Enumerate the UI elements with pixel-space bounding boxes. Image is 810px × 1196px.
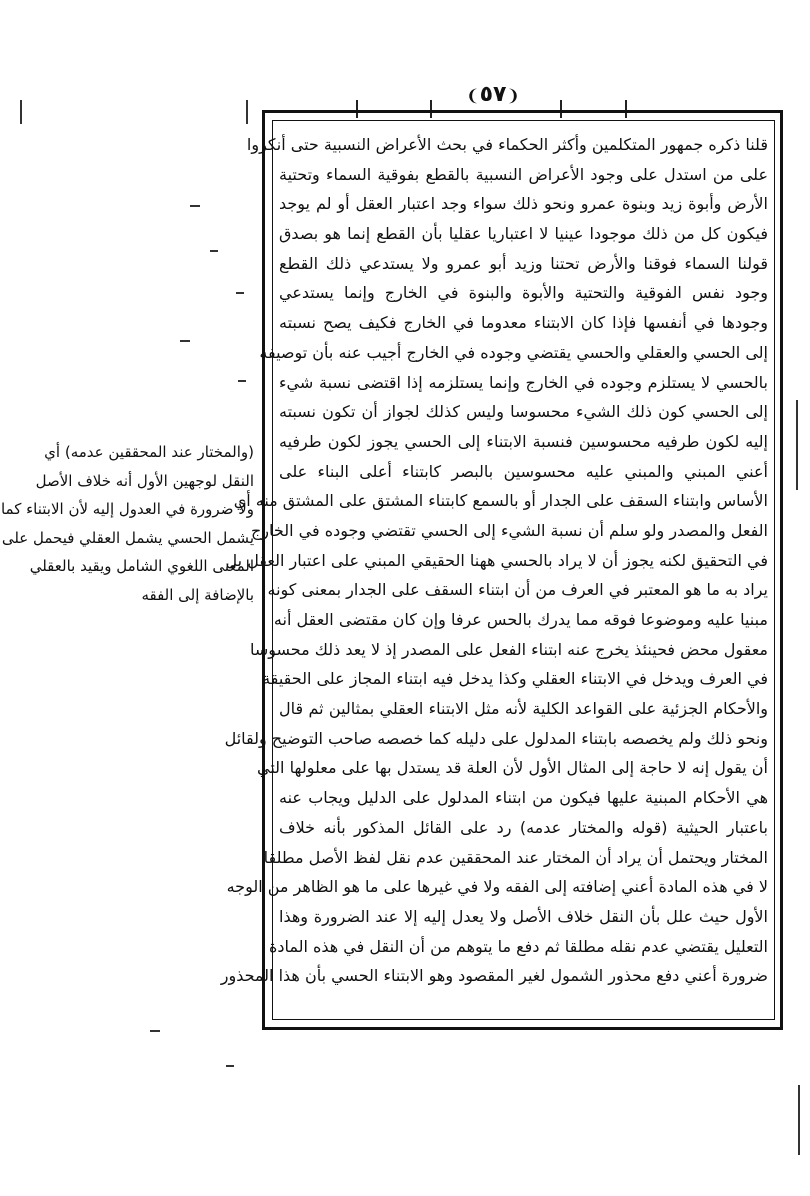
text-line: يراد به ما هو المعتبر في العرف من أن ابتناء السقف على الجدار بمعنى كونه bbox=[267, 580, 768, 600]
text-line: أعني المبني والمبني عليه محسوسين بالبصر كابتناء أعلى البناء على bbox=[279, 461, 768, 481]
margin-line: المعنى اللغوي الشامل ويقيد بالعقلي bbox=[29, 557, 254, 575]
scan-artifact bbox=[190, 205, 200, 207]
scan-artifact bbox=[226, 1065, 234, 1067]
page-number-value: ٥٧ bbox=[479, 82, 507, 107]
margin-line: (والمختار عند المحققين عدمه) أي bbox=[44, 443, 254, 461]
text-line: والأحكام الجزئية على القواعد الكلية لأنه مثل الابتناء العقلي بمثالين ثم قال bbox=[279, 699, 768, 719]
margin-note bbox=[0, 438, 254, 609]
text-line: أن يقول إنه لا حاجة إلى المثال الأول لأن العلة قد يستدل بها على معلولها التي bbox=[257, 758, 768, 778]
text-line: إلى الحسي والعقلي والحسي يقتضي وجوده في الخارج أجيب عنه بأن توصيفه bbox=[259, 342, 768, 362]
margin-line: بالإضافة إلى الفقه bbox=[141, 585, 254, 604]
text-line: وجودها في أنفسها فإذا كان الابتناء معدوما في الخارج فكيف يصح نسبته bbox=[279, 313, 768, 333]
scan-artifact bbox=[150, 1030, 160, 1032]
text-line: فيكون كل من ذلك موجودا عينيا لا اعتباريا عقليا بأن القطع إنما هو بصدق bbox=[279, 224, 768, 244]
scan-artifact bbox=[210, 250, 218, 252]
margin-line: النقل لوجهين الأول أنه خلاف الأصل bbox=[35, 471, 254, 490]
text-line: في التحقيق لكنه يجوز أن لا يراد بالحسي ههنا الحقيقي المبني على اعتبار العقل بل bbox=[225, 550, 768, 570]
text-line: هي الأحكام المبنية عليها فيكون من ابتناء المدلول على الدليل ويجاب عنه bbox=[279, 788, 768, 808]
text-line: الأساس وابتناء السقف على الجدار أو بالسمع كابتناء المشتق على المشتق منه أي bbox=[233, 491, 768, 511]
text-line: المختار ويحتمل أن يراد أن المختار عند المحققين عدم نقل لفظ الأصل مطلقا bbox=[263, 847, 768, 867]
text-line: في العرف ويدخل في الابتناء العقلي وكذا يدخل فيه ابتناء المجاز على الحقيقة bbox=[262, 669, 768, 689]
page-number bbox=[462, 80, 524, 110]
page-number-ornament-left: ❨ bbox=[506, 86, 520, 105]
text-line: بالحسي لا يستلزم وجوده في الخارج وإنما يستلزمه إذا اقتضى نسبة شيء bbox=[279, 372, 768, 392]
text-line: الأرض وأبوة زيد وبنوة عمرو ونحو ذلك سواء وجد اعتبار العقل أو لم يوجد bbox=[279, 194, 768, 214]
text-line: مبنيا عليه وموضوعا فوقه مما يدرك بالحس عرفا وإن كان مقتضى العقل أنه bbox=[273, 610, 768, 629]
text-line: باعتبار الحيثية (قوله والمختار عدمه) رد على القائل المذكور بأنه خلاف bbox=[279, 817, 768, 837]
text-line: لا في هذه المادة أعني إضافته إلى الفقه ولا في غيرها على ما هو الظاهر من الوجه bbox=[226, 877, 768, 897]
scan-artifact bbox=[246, 100, 248, 124]
text-line: ونحو ذلك ولم يخصصه بابتناء المدلول على دليله كما خصصه صاحب التوضيح ولقائل bbox=[224, 728, 768, 748]
text-line: معقول محض فحينئذ يخرج عنه ابتناء الفعل على المصدر إذ لا يعد ذلك محسوسا bbox=[249, 639, 768, 659]
scan-artifact bbox=[180, 340, 190, 342]
text-line: الفعل والمصدر ولو سلم أن نسبة الشيء إلى الحسي تقتضي وجوده في الخارج bbox=[250, 520, 768, 540]
text-line: إليه لكون طرفيه محسوسين فنسبة الابتناء إلى الحسي يجوز لكون طرفيه bbox=[279, 431, 768, 451]
text-line: الأول حيث علل بأن النقل خلاف الأصل ولا يعدل إليه إلا عند الضرورة وهذا bbox=[279, 906, 768, 926]
main-text-block bbox=[220, 130, 768, 991]
scan-artifact bbox=[796, 400, 798, 490]
scan-artifact bbox=[236, 292, 244, 294]
scan-artifact bbox=[20, 100, 22, 124]
scan-artifact bbox=[798, 1085, 800, 1155]
text-line: قلنا ذكره جمهور المتكلمين وأكثر الحكماء في بحث الأعراض النسبية حتى أنكروا bbox=[246, 135, 768, 154]
text-line: ضرورة أعني دفع محذور الشمول لغير المقصود وهو الابتناء الحسي بأن هذا المحذور bbox=[220, 966, 768, 986]
page-number-ornament-right: ❩ bbox=[466, 86, 480, 105]
text-line: قولنا السماء فوقنا والأرض تحتنا وزيد أبو عمرو ولا يستدعي ذلك القطع bbox=[279, 253, 768, 273]
text-line: التعليل يقتضي عدم نقله مطلقا ثم دفع ما يتوهم من أن النقل في هذه المادة bbox=[268, 936, 768, 956]
text-line: وجود نفس الفوقية والتحتية والأبوة والبنوة في الخارج وإنما يستدعي bbox=[279, 283, 768, 303]
scan-artifact bbox=[238, 380, 246, 382]
margin-line: ولا ضرورة في العدول إليه لأن الابتناء كما bbox=[0, 500, 254, 518]
text-line: على من استدل على وجود الأعراض النسبية بالقطع بفوقية السماء وتحتية bbox=[279, 164, 768, 184]
text-line: إلى الحسي كون ذلك الشيء محسوسا وليس كذلك لجواز أن تكون نسبته bbox=[279, 402, 768, 422]
margin-line: يشمل الحسي يشمل العقلي فيحمل على bbox=[1, 528, 254, 547]
